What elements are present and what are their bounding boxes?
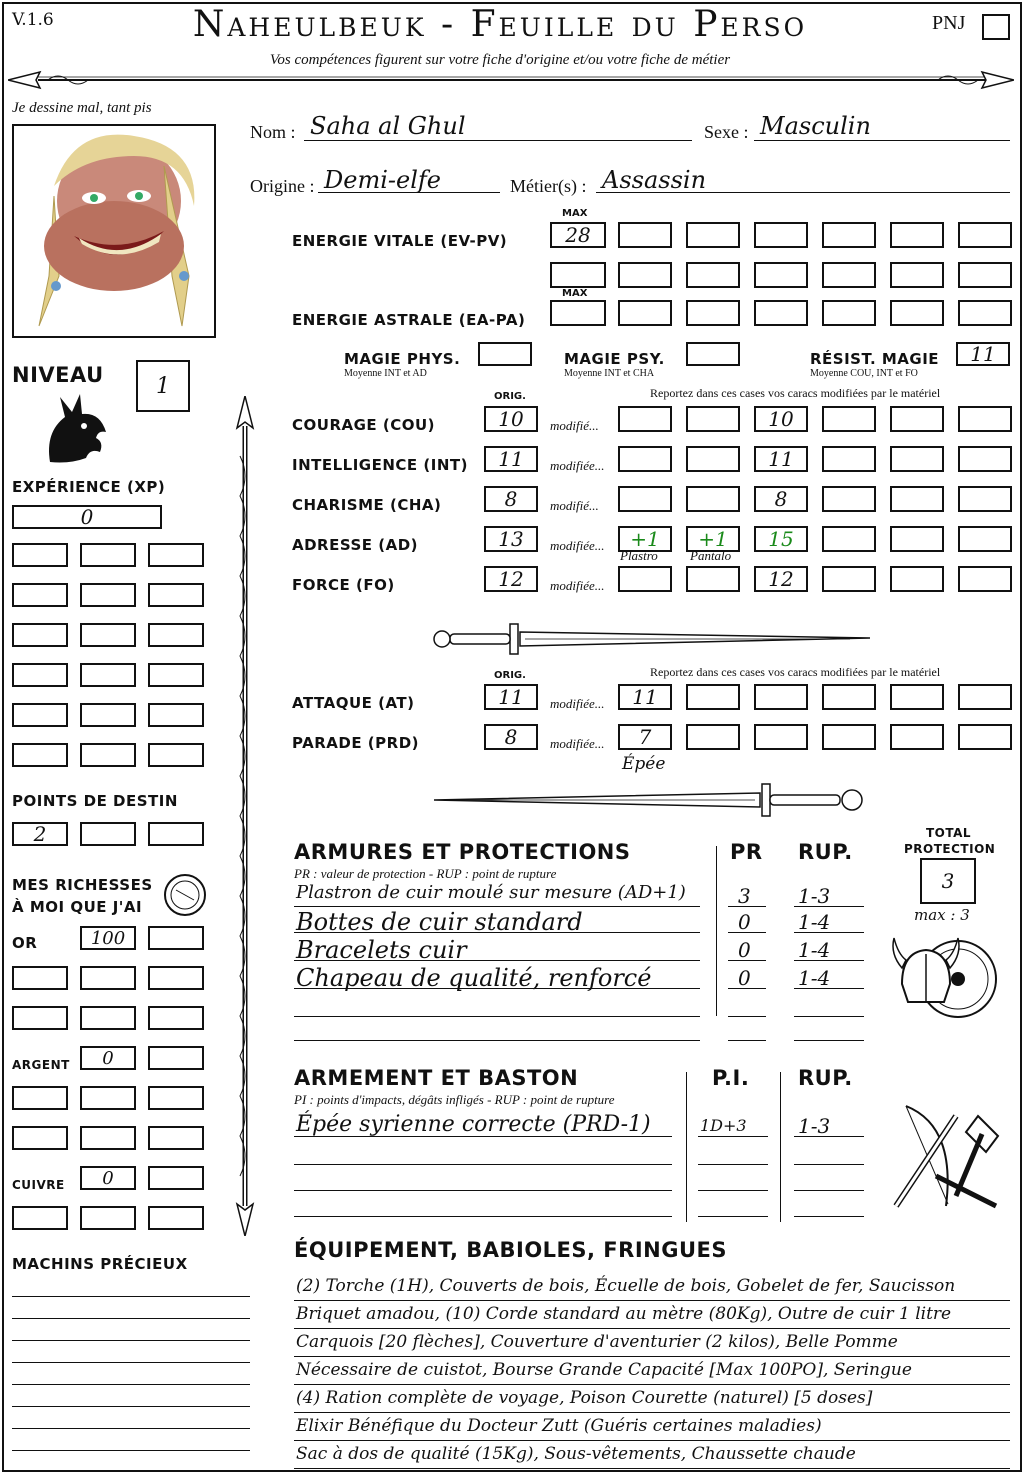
precious-line[interactable] xyxy=(12,1296,250,1297)
equipment-line[interactable] xyxy=(294,1412,1010,1413)
armor-rup-label: RUP. xyxy=(798,840,853,864)
wealth-box[interactable]: 100 xyxy=(80,926,136,950)
wealth-box[interactable] xyxy=(148,1086,204,1110)
ea-box[interactable] xyxy=(890,300,944,326)
total-protection-box[interactable]: 3 xyxy=(920,858,976,904)
xp-box[interactable] xyxy=(80,743,136,767)
armor-item-name: Bracelets cuir xyxy=(296,936,467,964)
stat-note: Plastro xyxy=(620,548,658,563)
total-max-note: max : 3 xyxy=(914,906,970,924)
stat-label: FORCE (FO) xyxy=(292,576,395,594)
job-value: Assassin xyxy=(602,166,707,194)
equipment-text: Briquet amadou, (10) Corde standard au mètre (80Kg), Outre de cuir 1 litre xyxy=(296,1304,952,1324)
ea-max-label: MAX xyxy=(562,288,588,299)
stat-mod-box[interactable] xyxy=(618,406,672,432)
stat-mod-box[interactable] xyxy=(822,406,876,432)
weapon-rup-line[interactable] xyxy=(794,1216,864,1217)
xp-box[interactable] xyxy=(12,623,68,647)
combat-mod-box[interactable] xyxy=(958,724,1012,750)
stat-mod-box[interactable] xyxy=(686,566,740,592)
origin-value: Demi-elfe xyxy=(324,166,441,194)
stat-mod-box[interactable]: 10 xyxy=(754,406,808,432)
ev-box[interactable] xyxy=(686,222,740,248)
equipment-text: Elixir Bénéfique du Docteur Zutt (Guéris certaines maladies) xyxy=(296,1416,822,1436)
xp-box[interactable] xyxy=(80,543,136,567)
destiny-label: POINTS DE DESTIN xyxy=(12,792,178,810)
dragon-head-icon xyxy=(40,392,110,464)
ev-box[interactable] xyxy=(618,222,672,248)
armor-item-name: Bottes de cuir standard xyxy=(296,908,583,936)
combat-mod-box[interactable] xyxy=(686,684,740,710)
stat-mod-box[interactable] xyxy=(890,486,944,512)
armor-row-line[interactable] xyxy=(294,906,700,907)
armor-item-name: Plastron de cuir moulé sur mesure (AD+1) xyxy=(296,882,686,903)
total-label-2: PROTECTION xyxy=(904,842,996,856)
stat-mod-box[interactable]: 15 xyxy=(754,526,808,552)
combat-mod-box[interactable] xyxy=(754,724,808,750)
xp-box[interactable] xyxy=(12,703,68,727)
xp-box[interactable] xyxy=(148,703,204,727)
xp-box[interactable] xyxy=(80,663,136,687)
magic-psy-sub: Moyenne INT et CHA xyxy=(564,368,655,379)
xp-box[interactable] xyxy=(12,543,68,567)
stat-orig-box[interactable]: 12 xyxy=(484,566,538,592)
armor-col-divider xyxy=(716,846,717,1016)
stat-mod-box[interactable] xyxy=(822,486,876,512)
level-box[interactable]: 1 xyxy=(136,360,190,412)
sex-field[interactable] xyxy=(754,112,1010,141)
armor-item-rup: 1-3 xyxy=(798,884,831,908)
magic-phys-label: MAGIE PHYS. xyxy=(344,350,461,368)
armor-item-name: Chapeau de qualité, renforcé xyxy=(296,964,652,992)
npc-checkbox[interactable] xyxy=(982,14,1010,40)
stat-label: ADRESSE (AD) xyxy=(292,536,419,554)
ev-box[interactable] xyxy=(958,262,1012,288)
crossed-weapons-icon xyxy=(886,1096,1006,1216)
stat-modified-label: modifié... xyxy=(550,498,599,513)
weapons-pi-label: P.I. xyxy=(712,1066,750,1090)
wealth-box[interactable] xyxy=(12,1086,68,1110)
stat-mod-box[interactable] xyxy=(958,446,1012,472)
job-label: Métier(s) : xyxy=(510,176,587,196)
stat-mod-box[interactable] xyxy=(686,486,740,512)
wealth-box[interactable] xyxy=(148,1046,204,1070)
stat-mod-box[interactable] xyxy=(890,406,944,432)
wealth-box[interactable] xyxy=(148,1206,204,1230)
portrait-frame xyxy=(12,124,216,338)
origin-field[interactable] xyxy=(318,166,500,193)
combat-modified-label: modifiée... xyxy=(550,696,605,711)
weapon-rup-line[interactable] xyxy=(794,1164,864,1165)
wealth-box[interactable]: 0 xyxy=(80,1046,136,1070)
combat-mod-box[interactable] xyxy=(822,724,876,750)
gold-label: OR xyxy=(12,934,38,952)
ev-max-box[interactable]: 28 xyxy=(550,222,606,248)
wealth-box[interactable] xyxy=(148,1006,204,1030)
portrait-face-icon xyxy=(14,126,214,336)
sex-label: Sexe : xyxy=(704,122,749,142)
weapons-rup-label: RUP. xyxy=(798,1066,853,1090)
ev-max-label: MAX xyxy=(562,208,588,219)
equipment-text: Carquois [20 flèches], Couverture d'aventurier (2 kilos), Belle Pomme xyxy=(296,1332,898,1352)
ea-box[interactable] xyxy=(618,300,672,326)
ea-max-box[interactable] xyxy=(550,300,606,326)
weapon-item-rup: 1-3 xyxy=(798,1114,831,1138)
page-subtitle: Vos compétences figurent sur votre fiche d'origine et/ou votre fiche de métier xyxy=(269,52,731,68)
precious-line[interactable] xyxy=(12,1340,250,1341)
xp-box[interactable] xyxy=(148,583,204,607)
ev-label: ENERGIE VITALE (EV-PV) xyxy=(292,232,508,250)
wealth-box[interactable] xyxy=(80,1006,136,1030)
stat-mod-box[interactable] xyxy=(822,566,876,592)
stat-modified-label: modifiée... xyxy=(550,538,605,553)
armor-item-rup: 1-4 xyxy=(798,966,831,990)
equipment-title: ÉQUIPEMENT, BABIOLES, FRINGUES xyxy=(294,1238,727,1262)
weapon-row-line[interactable] xyxy=(294,1216,672,1217)
magic-phys-box[interactable] xyxy=(478,342,532,366)
xp-box[interactable] xyxy=(148,543,204,567)
coin-icon xyxy=(162,872,208,918)
weapons-col-divider-1 xyxy=(686,1072,687,1222)
copper-label: CUIVRE xyxy=(12,1178,65,1192)
ev-box[interactable] xyxy=(618,262,672,288)
ev-box[interactable] xyxy=(822,262,876,288)
stat-mod-box[interactable] xyxy=(890,566,944,592)
weapon-pi-line[interactable] xyxy=(698,1164,768,1165)
stats-orig-label: ORIG. xyxy=(494,391,526,402)
combat-orig-box[interactable]: 11 xyxy=(484,684,538,710)
stat-mod-box[interactable]: +1 xyxy=(686,526,740,552)
stat-orig-box[interactable]: 11 xyxy=(484,446,538,472)
stat-mod-box[interactable]: +1 xyxy=(618,526,672,552)
armor-item-rup: 1-4 xyxy=(798,910,831,934)
stat-mod-box[interactable] xyxy=(890,446,944,472)
weapons-title: ARMEMENT ET BASTON xyxy=(294,1066,579,1090)
wealth-box[interactable] xyxy=(80,1086,136,1110)
stat-mod-box[interactable]: 11 xyxy=(754,446,808,472)
equipment-line[interactable] xyxy=(294,1356,1010,1357)
stat-mod-box[interactable] xyxy=(890,526,944,552)
wealth-box[interactable] xyxy=(80,1126,136,1150)
stat-mod-box[interactable] xyxy=(686,406,740,432)
resist-magic-label: RÉSIST. MAGIE xyxy=(810,350,940,368)
resist-magic-sub: Moyenne COU, INT et FO xyxy=(810,368,918,379)
wealth-box[interactable] xyxy=(80,1206,136,1230)
combat-mod-box[interactable] xyxy=(890,724,944,750)
armor-item-pr: 3 xyxy=(738,884,751,908)
ev-box[interactable] xyxy=(958,222,1012,248)
silver-label: ARGENT xyxy=(12,1058,70,1072)
combat-label: ATTAQUE (AT) xyxy=(292,694,415,712)
armor-note: PR : valeur de protection - RUP : point de rupture xyxy=(294,866,557,881)
helmet-shield-icon xyxy=(888,924,998,1024)
stat-orig-box[interactable]: 10 xyxy=(484,406,538,432)
ea-box[interactable] xyxy=(686,300,740,326)
weapon-pi-line[interactable] xyxy=(698,1216,768,1217)
xp-box[interactable] xyxy=(12,743,68,767)
magic-psy-box[interactable] xyxy=(686,342,740,366)
stat-mod-box[interactable] xyxy=(822,446,876,472)
stat-mod-box[interactable]: 8 xyxy=(754,486,808,512)
precious-line[interactable] xyxy=(12,1384,250,1385)
magic-psy-label: MAGIE PSY. xyxy=(564,350,665,368)
stat-modified-label: modifiée... xyxy=(550,578,605,593)
equipment-text: Nécessaire de cuistot, Bourse Grande Capacité [Max 100PO], Seringue xyxy=(296,1360,912,1380)
wealth-box[interactable]: 0 xyxy=(80,1166,136,1190)
ea-box[interactable] xyxy=(958,300,1012,326)
precious-line[interactable] xyxy=(12,1428,250,1429)
name-field[interactable] xyxy=(304,112,692,141)
equipment-line[interactable] xyxy=(294,1468,1010,1469)
stat-mod-box[interactable] xyxy=(618,566,672,592)
armor-pr-line[interactable] xyxy=(728,1040,766,1041)
xp-box[interactable] xyxy=(12,583,68,607)
origin-label: Origine : xyxy=(250,176,315,196)
total-label-1: TOTAL xyxy=(926,826,972,840)
combat-modified-label: modifiée... xyxy=(550,736,605,751)
ev-box[interactable] xyxy=(754,222,808,248)
wealth-box[interactable] xyxy=(148,1166,204,1190)
combat-note: Épée xyxy=(622,754,666,774)
stat-mod-box[interactable] xyxy=(618,446,672,472)
armor-item-rup: 1-4 xyxy=(798,938,831,962)
ea-label: ENERGIE ASTRALE (EA-PA) xyxy=(292,311,526,329)
ev-box[interactable] xyxy=(890,222,944,248)
name-value: Saha al Ghul xyxy=(310,112,466,140)
sword-divider-2-icon xyxy=(430,780,874,820)
stat-modified-label: modifiée... xyxy=(550,458,605,473)
wealth-box[interactable] xyxy=(80,966,136,990)
precious-line[interactable] xyxy=(12,1362,250,1363)
weapons-note: PI : points d'impacts, dégâts infligés - RUP : point de rupture xyxy=(294,1092,615,1107)
magic-phys-sub: Moyenne INT et AD xyxy=(344,368,427,379)
armor-row-line[interactable] xyxy=(294,1040,700,1041)
equipment-text: (2) Torche (1H), Couverts de bois, Écuelle de bois, Gobelet de fer, Saucisson xyxy=(296,1276,956,1296)
armor-item-pr: 0 xyxy=(738,966,751,990)
armor-pr-line[interactable] xyxy=(728,1016,766,1017)
weapon-row-line[interactable] xyxy=(294,1164,672,1165)
destiny-box-3[interactable] xyxy=(148,822,204,846)
portrait-caption: Je dessine mal, tant pis xyxy=(12,100,152,116)
wealth-box[interactable] xyxy=(12,1006,68,1030)
weapon-pi-line[interactable] xyxy=(698,1136,768,1137)
wealth-box[interactable] xyxy=(12,966,68,990)
xp-box[interactable]: 0 xyxy=(12,505,162,529)
combat-mod-box[interactable]: 11 xyxy=(618,684,672,710)
weapon-item-name: Épée syrienne correcte (PRD-1) xyxy=(296,1112,651,1137)
stats-report-note: Reportez dans ces cases vos caracs modifiées par le matériel xyxy=(650,386,941,400)
wealth-label-2: À MOI QUE J'AI xyxy=(12,898,143,916)
weapon-rup-line[interactable] xyxy=(794,1190,864,1191)
equipment-line[interactable] xyxy=(294,1328,1010,1329)
weapon-row-line[interactable] xyxy=(294,1190,672,1191)
combat-mod-box[interactable]: 7 xyxy=(618,724,672,750)
sword-divider-icon xyxy=(430,622,874,658)
job-field[interactable] xyxy=(596,166,1010,193)
spear-divider-icon xyxy=(8,68,1014,92)
sex-value: Masculin xyxy=(760,112,871,140)
ev-box[interactable] xyxy=(686,262,740,288)
npc-label: PNJ xyxy=(932,12,966,34)
precious-line[interactable] xyxy=(12,1450,250,1451)
weapon-pi-line[interactable] xyxy=(698,1190,768,1191)
stat-mod-box[interactable] xyxy=(958,526,1012,552)
wealth-box[interactable] xyxy=(12,1206,68,1230)
combat-mod-box[interactable] xyxy=(958,684,1012,710)
stat-modified-label: modifié... xyxy=(550,418,599,433)
combat-mod-box[interactable] xyxy=(686,724,740,750)
armor-pr-label: PR xyxy=(730,840,763,864)
armor-rup-line[interactable] xyxy=(794,1040,864,1041)
wealth-box[interactable] xyxy=(12,1126,68,1150)
stat-orig-box[interactable]: 13 xyxy=(484,526,538,552)
stat-mod-box[interactable] xyxy=(618,486,672,512)
resist-magic-box[interactable]: 11 xyxy=(956,342,1010,366)
precious-label: MACHINS PRÉCIEUX xyxy=(12,1255,188,1273)
stat-mod-box[interactable] xyxy=(686,446,740,472)
weapons-col-divider-2 xyxy=(780,1072,781,1222)
equipment-text: (4) Ration complète de voyage, Poison Courette (naturel) [5 doses] xyxy=(296,1388,873,1408)
stat-label: INTELLIGENCE (INT) xyxy=(292,456,468,474)
xp-label: EXPÉRIENCE (XP) xyxy=(12,478,166,496)
ea-box[interactable] xyxy=(822,300,876,326)
combat-mod-box[interactable] xyxy=(822,684,876,710)
combat-mod-box[interactable] xyxy=(890,684,944,710)
combat-orig-box[interactable]: 8 xyxy=(484,724,538,750)
armor-item-pr: 0 xyxy=(738,938,751,962)
stat-mod-box[interactable] xyxy=(958,486,1012,512)
xp-box[interactable] xyxy=(80,583,136,607)
equipment-line[interactable] xyxy=(294,1384,1010,1385)
combat-mod-box[interactable] xyxy=(754,684,808,710)
ev-box[interactable] xyxy=(822,222,876,248)
wealth-label-1: MES RICHESSES xyxy=(12,876,153,894)
wealth-box[interactable] xyxy=(148,1126,204,1150)
xp-box[interactable] xyxy=(80,703,136,727)
armor-item-pr: 0 xyxy=(738,910,751,934)
destiny-box-2[interactable] xyxy=(80,822,136,846)
ev-box[interactable] xyxy=(754,262,808,288)
precious-line[interactable] xyxy=(12,1406,250,1407)
xp-box[interactable] xyxy=(12,663,68,687)
ev-box[interactable] xyxy=(890,262,944,288)
stat-label: CHARISME (CHA) xyxy=(292,496,442,514)
precious-line[interactable] xyxy=(12,1318,250,1319)
page-title: Naheulbeuk - Feuille du Perso xyxy=(192,4,808,45)
stat-orig-box[interactable]: 8 xyxy=(484,486,538,512)
equipment-text: Sac à dos de qualité (15Kg), Sous-vêtements, Chaussette chaude xyxy=(296,1444,856,1464)
stat-mod-box[interactable] xyxy=(822,526,876,552)
name-label: Nom : xyxy=(250,122,296,142)
combat-report-note: Reportez dans ces cases vos caracs modifiées par le matériel xyxy=(650,665,941,679)
stat-mod-box[interactable] xyxy=(958,406,1012,432)
xp-box[interactable] xyxy=(148,623,204,647)
weapon-item-pi: 1D+3 xyxy=(700,1116,747,1135)
stat-note: Pantalo xyxy=(690,548,732,563)
stat-label: COURAGE (COU) xyxy=(292,416,436,434)
xp-box[interactable] xyxy=(148,743,204,767)
wealth-box[interactable] xyxy=(148,926,204,950)
wealth-box[interactable] xyxy=(148,966,204,990)
vertical-spear-icon xyxy=(228,396,262,1236)
equipment-line[interactable] xyxy=(294,1300,1010,1301)
armor-row-line[interactable] xyxy=(294,1016,700,1017)
armor-title: ARMURES ET PROTECTIONS xyxy=(294,840,631,864)
xp-box[interactable] xyxy=(148,663,204,687)
ea-box[interactable] xyxy=(754,300,808,326)
level-label: NIVEAU xyxy=(12,363,104,387)
stat-mod-box[interactable]: 12 xyxy=(754,566,808,592)
armor-rup-line[interactable] xyxy=(794,1016,864,1017)
equipment-line[interactable] xyxy=(294,1440,1010,1441)
destiny-box-1[interactable]: 2 xyxy=(12,822,68,846)
combat-orig-label: ORIG. xyxy=(494,670,526,681)
ev-box[interactable] xyxy=(550,262,606,288)
version-label: V.1.6 xyxy=(12,10,54,30)
stat-mod-box[interactable] xyxy=(958,566,1012,592)
xp-box[interactable] xyxy=(80,623,136,647)
combat-label: PARADE (PRD) xyxy=(292,734,420,752)
